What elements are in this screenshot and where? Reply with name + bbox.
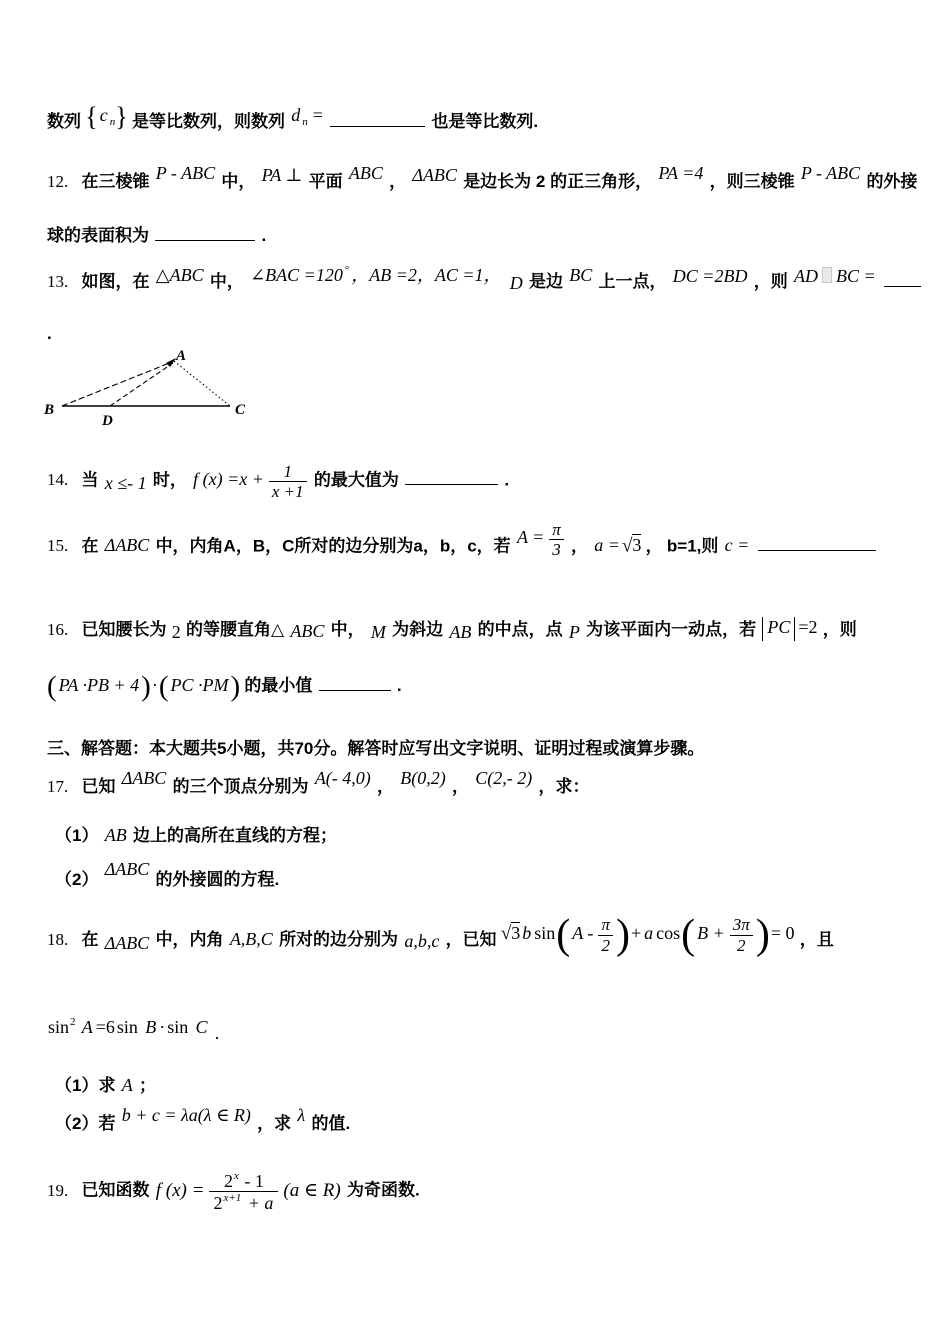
equals-6: =6	[95, 1017, 115, 1037]
q13-text-2: 中，	[209, 272, 244, 291]
q18-b: b	[522, 922, 532, 943]
var-d: d	[291, 105, 301, 125]
radical-sign: √	[621, 535, 633, 557]
q18-text-2: 中，内角	[155, 929, 224, 949]
q18-text-4: ，已知	[445, 929, 497, 949]
q11-seq-cn	[85, 98, 127, 136]
equals-zero: = 0	[770, 922, 795, 943]
q19-text-2: 为奇函数.	[346, 1180, 420, 1200]
sub-n: n	[109, 116, 116, 128]
q16-eq-2: =2	[798, 617, 818, 637]
q16-text-1: 已知腰长为	[81, 620, 167, 639]
q16-text-2: 的等腰直角△	[186, 620, 285, 639]
arrowhead-a	[166, 358, 176, 367]
q18-math-sides: a,b,c	[404, 930, 440, 951]
q16-text-4: 为斜边	[392, 620, 444, 639]
answer-blank	[319, 687, 391, 691]
vertex-label-a: A	[176, 348, 187, 364]
q12-math-pa-perp: PA ⊥	[261, 165, 303, 185]
q12-text-6: 的外接	[866, 172, 918, 191]
q12-math-abc: ABC	[348, 163, 383, 183]
abs-bar-left	[762, 617, 763, 641]
q14-fraction	[269, 462, 307, 501]
q16-text-6: 为该平面内一动点，若	[586, 620, 757, 639]
brace-left: {	[85, 101, 98, 132]
q18-a-minus: A -	[572, 922, 594, 943]
q16-expr-2: PC ·PM	[170, 675, 229, 695]
q13-math-ad-dot-bc	[792, 263, 878, 290]
q15-math-a-eq: a =	[594, 535, 620, 556]
fraction-denominator: 2	[730, 935, 753, 955]
q16-pc: PC	[767, 617, 791, 637]
q12-text-4: 是边长为 2 的正三角形，	[463, 172, 653, 191]
q13-text-1: 如图，在	[81, 272, 150, 291]
q17-item-2	[55, 859, 280, 893]
q18-item-1	[55, 1072, 156, 1099]
edge-ac	[174, 361, 230, 406]
vertex-label-c: C	[235, 402, 246, 418]
answer-blank	[330, 123, 425, 127]
dot-operator: ·	[151, 675, 158, 695]
q15-line	[47, 520, 878, 567]
q12-line-2	[47, 224, 266, 249]
fraction-numerator	[209, 1170, 278, 1191]
triangle-figure	[38, 346, 258, 441]
q18-item-2	[55, 1105, 351, 1137]
q16-number: 16.	[47, 620, 69, 639]
answer-blank	[758, 547, 876, 551]
q11-seq-dn	[289, 102, 324, 131]
q18-line-1	[47, 912, 834, 962]
q16-num-2: 2	[171, 622, 181, 642]
q11-text-1: 数列	[47, 112, 81, 131]
fraction-denominator: x +1	[269, 481, 307, 501]
q17-item-2-text: 的外接圆的方程.	[155, 870, 280, 889]
q12-punct-1: ，	[389, 172, 407, 191]
q14-number: 14.	[47, 470, 69, 490]
sin-function: sin	[167, 1017, 189, 1037]
q13-text-3: 是边	[529, 272, 564, 291]
fraction-denominator: 3	[549, 539, 564, 559]
q18-item-1-a: A	[121, 1075, 133, 1095]
q15-text-2: 中，内角A，B，C所对的边分别为a，b，c，若	[155, 536, 511, 556]
q18-item-2-text-2: 的值.	[311, 1114, 351, 1133]
q18-fraction-2	[730, 915, 753, 954]
q12-text-3: 平面	[308, 172, 343, 191]
paren-right: )	[755, 912, 770, 958]
paren-right: )	[141, 670, 151, 703]
q17-text-3: ，求：	[538, 777, 590, 796]
base-2: 2	[213, 1193, 223, 1214]
q11-text-3: 也是等比数列.	[431, 112, 539, 131]
fraction-numerator: π	[601, 915, 610, 935]
edge-da	[110, 363, 173, 406]
paren-right: )	[615, 912, 630, 958]
q17-item-2-label: （2）	[55, 870, 99, 889]
q17-point-c: C(2,- 2)	[475, 768, 533, 788]
q15-number: 15.	[47, 536, 69, 556]
q18-math-tri-abc: ΔABC	[104, 932, 150, 953]
q15-punct-1: ，	[571, 536, 589, 556]
q18-a: a	[644, 922, 654, 943]
q16-math-p: P	[568, 622, 580, 642]
q17-text-1: 已知	[81, 777, 116, 796]
fraction-numerator: 1	[283, 462, 293, 481]
q12-math-tri-abc: ΔABC	[412, 165, 457, 185]
edge-ba	[62, 362, 172, 406]
q13-math-triangle-abc: △ABC	[155, 265, 204, 285]
q18-text-1: 在	[81, 929, 99, 949]
q16-math-abs-pc	[760, 614, 818, 641]
q14-math-fx: f (x) =x +	[193, 469, 264, 490]
radical-body: 3	[632, 535, 642, 556]
q13-sides: ，AB =2，AC =1，	[351, 265, 502, 285]
q12-text-7: 球的表面积为	[47, 226, 149, 245]
q18-b-plus: B +	[697, 922, 725, 943]
q12-text-2: 中，	[221, 172, 256, 191]
q13-text-5: ，则	[753, 272, 788, 291]
q17-text-2: 的三个顶点分别为	[172, 777, 309, 796]
q13-math-bc: BC	[569, 265, 593, 285]
q19-fraction	[209, 1170, 278, 1213]
answer-blank	[405, 481, 498, 485]
q18-item-2-label: （2）若	[55, 1114, 116, 1133]
q18-formula	[501, 914, 796, 956]
q19-number: 19.	[47, 1180, 69, 1200]
fraction-denominator: 2	[598, 935, 613, 955]
q18-period: .	[214, 1023, 220, 1043]
degree-sign: °	[344, 264, 350, 276]
q18-item-1-label: （1）求	[55, 1076, 116, 1095]
q17-item-1-text: 边上的高所在直线的方程；	[132, 826, 337, 845]
q17-punct-1: ，	[377, 777, 395, 796]
q16-math-abc: ABC	[290, 621, 325, 641]
q18-var-c: C	[195, 1017, 208, 1037]
exponent-2: 2	[70, 1016, 76, 1028]
q18-item-2-lambda: λ	[297, 1105, 306, 1125]
minus-1: - 1	[239, 1171, 264, 1191]
triangle-svg	[38, 346, 258, 436]
q15-math-c-eq: c =	[724, 535, 750, 556]
vertex-label-d: D	[102, 413, 113, 429]
q15-punct-2: ，	[645, 536, 663, 556]
plus-a: + a	[243, 1193, 274, 1214]
sub-n: n	[302, 116, 308, 128]
abs-bar-right	[794, 617, 795, 641]
q11-line	[47, 101, 539, 142]
q14-period: .	[504, 470, 510, 490]
q13-angle-bac: ∠BAC =120	[250, 265, 343, 285]
exponent-x-plus-1: x+1	[223, 1192, 242, 1205]
q18-item-1-punct: ；	[138, 1076, 156, 1095]
q17-point-b: B(0,2)	[400, 768, 446, 788]
paren-left: (	[158, 670, 169, 703]
q13-text-4: 上一点，	[598, 272, 667, 291]
q12-line-1	[47, 163, 918, 195]
q16-text-3: 中，	[330, 620, 365, 639]
answer-blank	[884, 283, 921, 287]
missing-glyph-box	[822, 267, 832, 283]
section-3-heading	[47, 737, 704, 762]
radical-body: 3	[511, 922, 521, 943]
q18-text-5: ，且	[799, 929, 834, 949]
q14-math-x-le: x ≤- 1	[104, 473, 147, 494]
q13-line	[47, 264, 923, 295]
q13-period-line	[47, 322, 52, 347]
q18-var-a: A	[81, 1017, 93, 1037]
sin-function: sin	[116, 1017, 138, 1037]
q13-math-d: D	[509, 273, 523, 293]
q14-text-3: 的最大值为	[313, 470, 399, 490]
q16-expr-1: PA ·PB + 4	[58, 675, 140, 695]
q17-punct-2: ，	[452, 777, 470, 796]
q15-math-a-pi3	[515, 520, 567, 559]
q12-text-5: ，则三棱锥	[709, 172, 795, 191]
q15-fraction	[549, 520, 564, 559]
q15-text-3: b=1,则	[666, 536, 719, 556]
q17-math-tri-abc: ΔABC	[121, 768, 167, 788]
q16-text-7: ，则	[822, 620, 857, 639]
q18-math-angles: A,B,C	[229, 928, 273, 949]
q13-math-dc2bd: DC =2BD	[672, 266, 748, 286]
q17-item-1	[55, 822, 337, 849]
q17-item-1-label: （1）	[55, 826, 99, 845]
q19-text-1: 已知函数	[81, 1180, 150, 1200]
q15-a-eq: A =	[516, 527, 545, 548]
exponent-x: x	[233, 1170, 239, 1182]
q15-math-tri-abc: ΔABC	[104, 535, 150, 556]
q17-point-a: A(- 4,0)	[314, 768, 371, 788]
equals-sign: =	[312, 105, 323, 125]
paren-left: (	[681, 912, 696, 958]
q12-number: 12.	[47, 172, 69, 191]
answer-blank	[155, 237, 255, 241]
q19-a-in-r: (a ∈ R)	[283, 1179, 341, 1201]
sin-function: sin	[534, 922, 556, 943]
q13-math-angle	[248, 262, 503, 289]
q14-line	[47, 462, 509, 501]
q17-line	[47, 768, 590, 800]
q16-text-8: 的最小值	[244, 676, 313, 695]
q18-item-2-text: ，求	[257, 1114, 292, 1133]
q16-period: .	[396, 676, 402, 695]
q16-math-ab: AB	[449, 622, 472, 642]
q12-period: .	[261, 226, 267, 245]
q12-text-1: 在三棱锥	[81, 172, 150, 191]
q19-fx: f (x) =	[155, 1179, 205, 1201]
dot-operator: ·	[159, 1017, 166, 1037]
sin-function: sin	[48, 1017, 70, 1037]
var-c: c	[99, 105, 108, 125]
q17-item-2-tri-abc: ΔABC	[104, 859, 150, 879]
q16-line-2	[47, 672, 402, 702]
paren-left: (	[47, 670, 57, 703]
q14-text-1: 当	[81, 470, 99, 490]
cos-function: cos	[656, 922, 681, 943]
q11-text-2: 是等比数列，则数列	[131, 112, 285, 131]
q18-fraction-1	[598, 915, 613, 954]
q13-number: 13.	[47, 272, 69, 291]
paren-left: (	[556, 912, 571, 958]
q16-math-m: M	[370, 622, 386, 642]
q13-period: .	[47, 324, 52, 343]
q17-item-1-ab: AB	[104, 825, 127, 845]
q17-number: 17.	[47, 777, 69, 796]
q18-var-b: B	[145, 1017, 157, 1037]
plus-sign: +	[630, 922, 642, 943]
fraction-numerator: π	[552, 520, 561, 539]
q15-text-1: 在	[81, 536, 99, 556]
q18-number: 18.	[47, 929, 69, 949]
q12-math-pabc-2: P - ABC	[800, 163, 861, 183]
q12-math-pa4: PA =4	[658, 163, 704, 183]
base-2: 2	[223, 1171, 233, 1191]
q14-text-2: 时，	[152, 470, 187, 490]
radical-sign: √	[500, 922, 512, 944]
section-3-title: 三、解答题：本大题共5小题，共70分。解答时应写出文字说明、证明过程或演算步骤。	[47, 739, 705, 758]
fraction-denominator	[209, 1191, 278, 1213]
q16-text-5: 的中点，点	[477, 620, 563, 639]
vertex-label-b: B	[44, 402, 55, 418]
q13-ad: AD	[793, 266, 818, 286]
q18-item-2-eq: b + c = λa(λ ∈ R)	[121, 1105, 251, 1125]
q13-bc-eq: BC =	[835, 266, 876, 286]
q18-text-3: 所对的边分别为	[279, 929, 399, 949]
fraction-numerator: 3π	[732, 915, 750, 935]
q16-line-1	[47, 616, 857, 643]
paren-right: )	[230, 670, 241, 703]
q18-line-2	[47, 1014, 220, 1041]
brace-right: }	[115, 101, 128, 132]
q12-math-pabc: P - ABC	[155, 163, 216, 183]
q19-line	[47, 1170, 420, 1213]
